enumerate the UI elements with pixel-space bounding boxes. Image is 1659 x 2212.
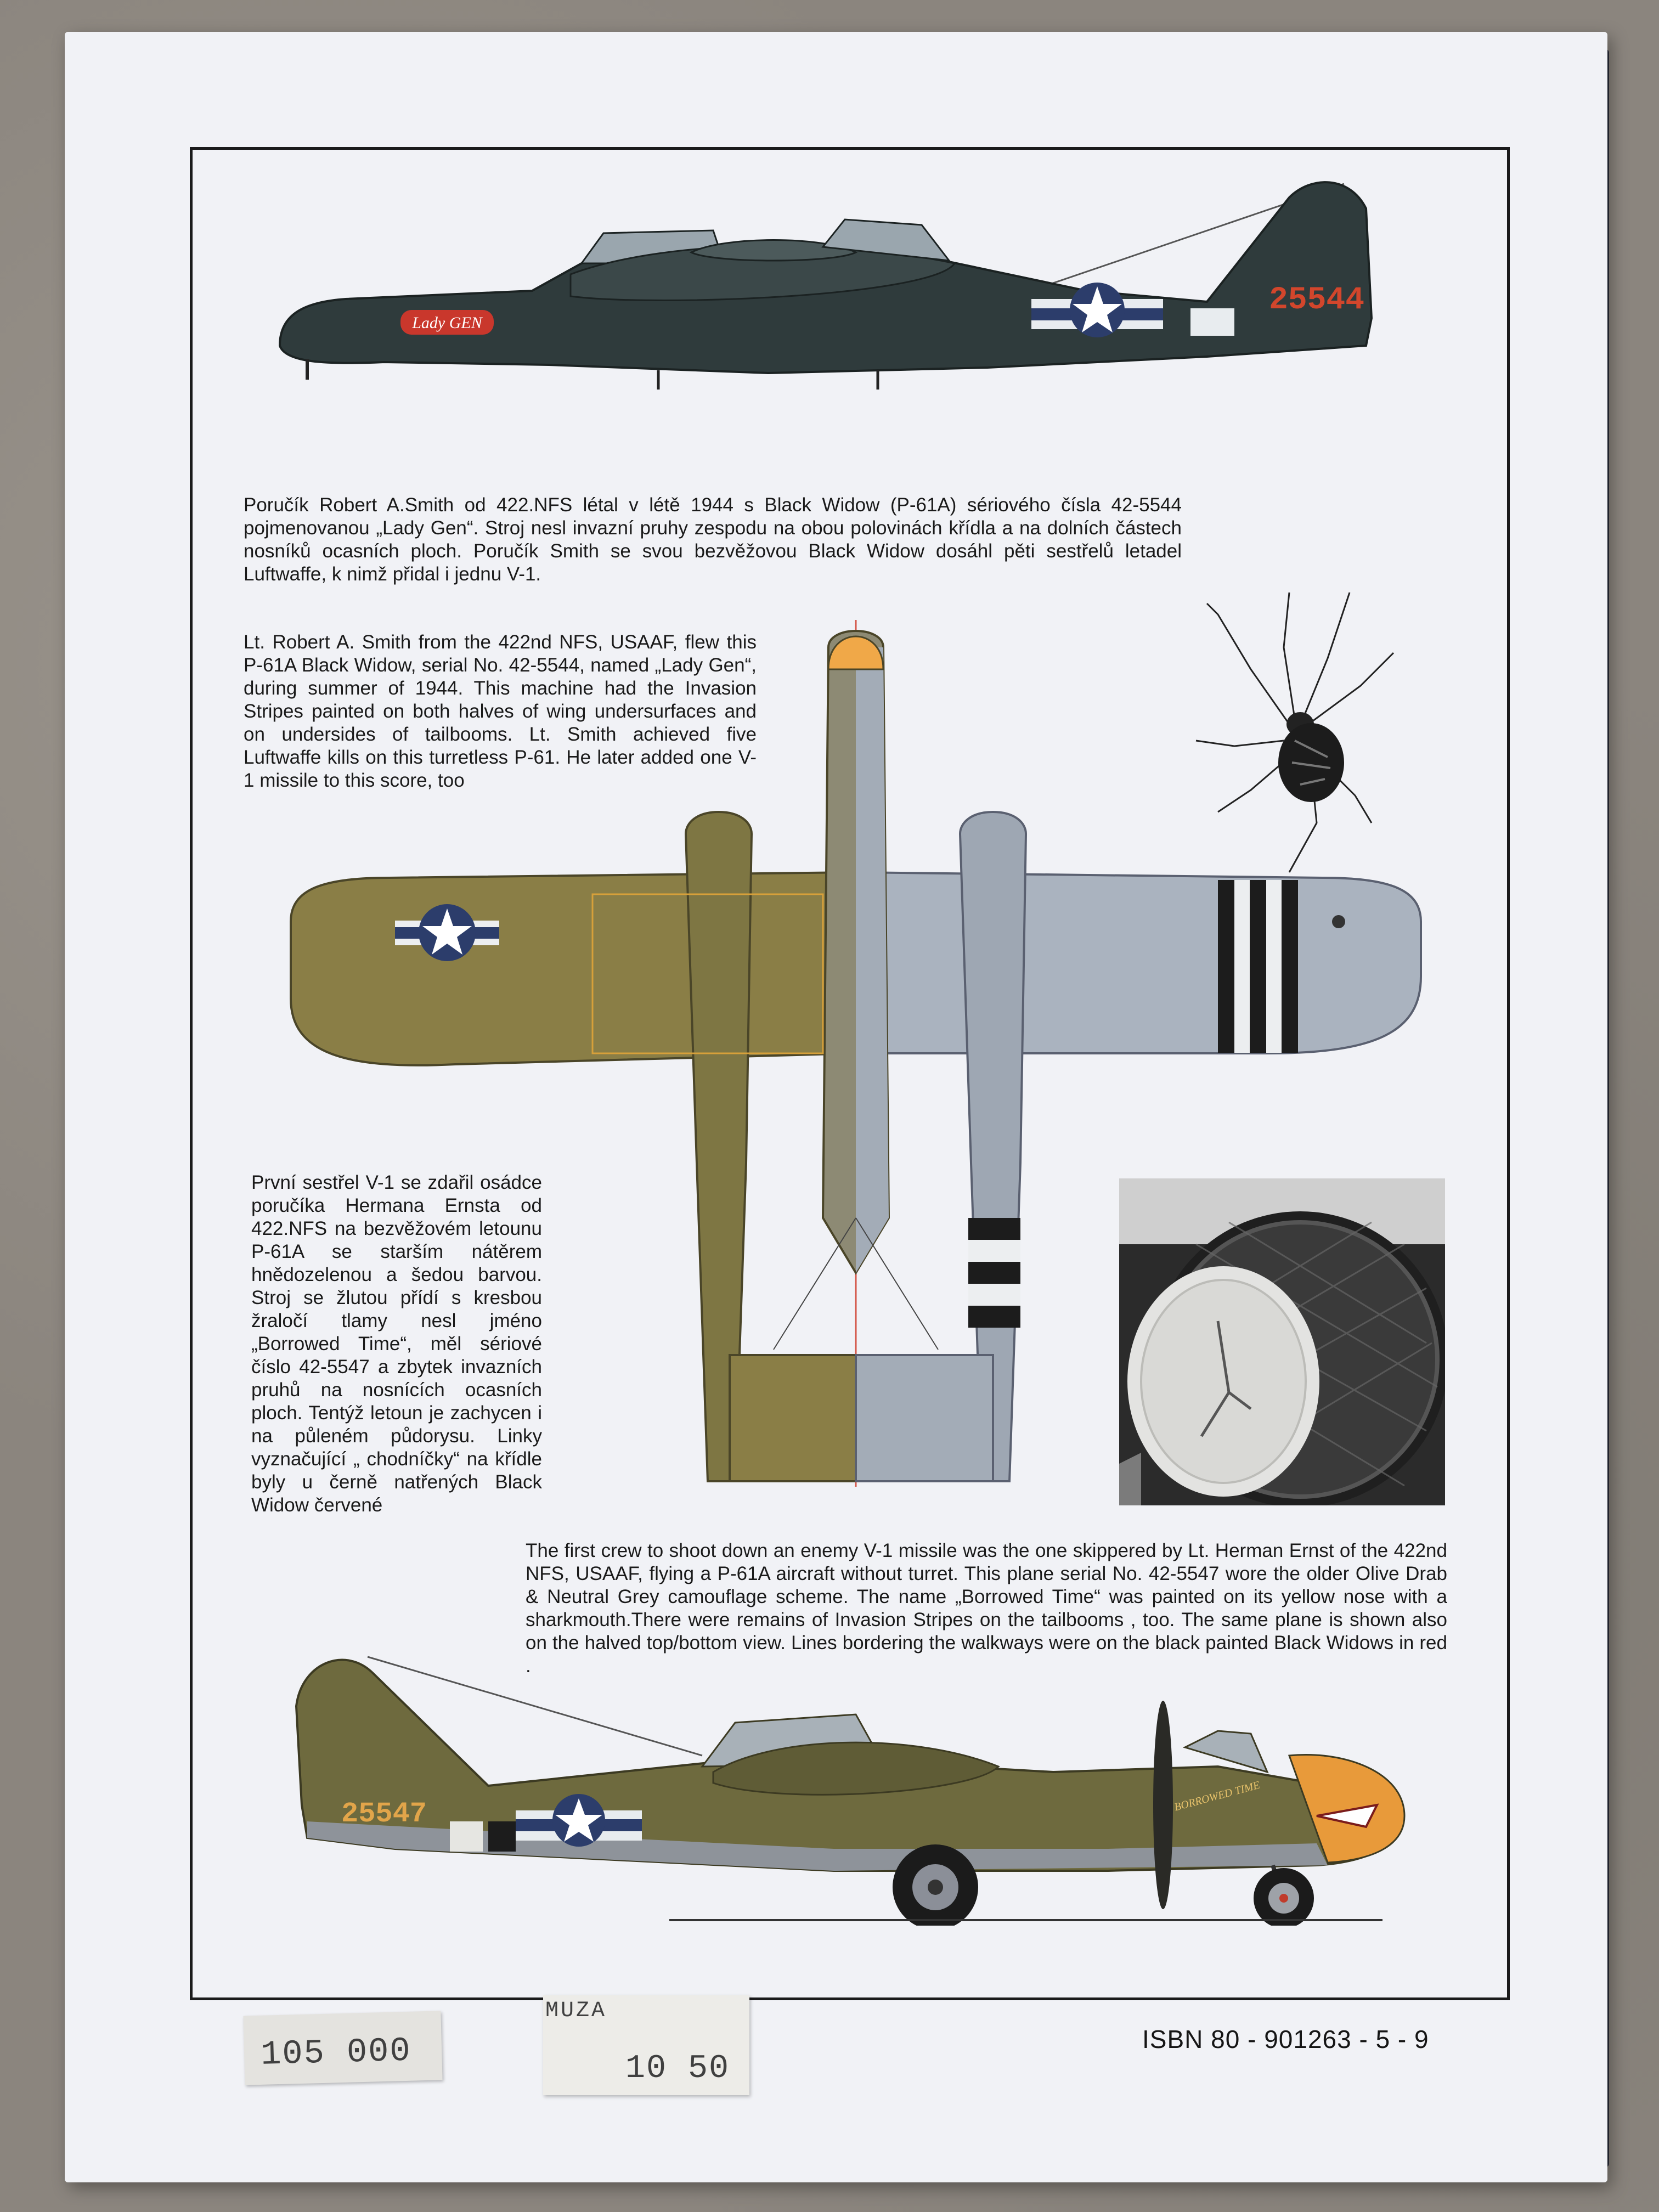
borrowed-time-text: BORROWED TIME bbox=[1173, 1779, 1261, 1814]
isbn-number: ISBN 80 - 901263 - 5 - 9 bbox=[1142, 2025, 1429, 2053]
bottom-aircraft-profile bbox=[285, 1640, 1437, 1926]
price-sticker-1-text: 105 000 bbox=[260, 2031, 412, 2074]
shop-name-muza: MUZA bbox=[545, 1999, 607, 2023]
serial-25547: 25547 bbox=[341, 1798, 427, 1830]
caption-cz-top: Poručík Robert A.Smith od 422.NFS létal v létě 1944 s Black Widow (P-61A) sériového čísla 42-5544 pojmenovanou „Lady Gen“. Stroj nesl invazní pruhy zespodu na obou polovinách křídla a na dolních částech nosníků ocasních ploch. Poručík Smith se svou bezvěžovou Black Widow dosáhl pěti sestřelů letadel Luftwaffe, k nimž přidal i jednu V-1. bbox=[244, 494, 1182, 585]
price-sticker-2 bbox=[543, 1995, 749, 2095]
top-aircraft-profile bbox=[274, 165, 1454, 472]
caption-en-bottom: The first crew to shoot down an enemy V-1 missile was the one skippered by Lt. Herman Ernst of the 422nd NFS, USAAF, flying a P-61A aircraft without turret. This plane serial No. 42-5547 wore the older Olive Drab & Neutral Grey camouflage scheme. The name „Borrowed Time“ was painted on its yellow nose with a sharkmouth.There were remains of Invasion Stripes on the tailbooms , too. The same plane is shown also on the halved top/bottom view. Lines bordering the walkways were on the black painted Black Widows in red . bbox=[526, 1540, 1447, 1677]
price-sticker-2-text: 10 50 bbox=[625, 2050, 730, 2087]
nose-landing-gear bbox=[1254, 1865, 1314, 1926]
caption-cz-mid: První sestřel V-1 se zdařil osádce poručíka Hermana Ernsta od 422.NFS na bezvěžovém letounu P-61A se starším nátěrem hnědozelenou a šedou barvou. Stroj se žlutou přídí s kresbou žraločí tlamy nesl jméno „Borrowed Time“, měl sériové číslo 42-5547 a zbytek invazních pruhů na nosnících ocasních ploch. Tentýž letoun je zachycen i na půleném půdorysu. Linky vyznačující „ chodníčky“ na křídle byly u černě natřených Black Widow červené bbox=[251, 1172, 542, 1516]
lady-gen-text: Lady GEN bbox=[412, 314, 482, 332]
caption-en-top: Lt. Robert A. Smith from the 422nd NFS, USAAF, flew this P-61A Black Widow, serial No. 42-5544, named „Lady Gen“, during summer of 1944. This machine had the Invasion Stripes painted on both halves of wing undersurfaces and on undersides of tailbooms. Lt. Smith achieved five Luftwaffe kills on this turretless P-61. He later added one V-1 missile to this score, too bbox=[244, 631, 757, 791]
serial-25544: 25544 bbox=[1268, 283, 1365, 318]
wheel-photo bbox=[1119, 1178, 1445, 1505]
price-sticker-1 bbox=[243, 2011, 442, 2085]
